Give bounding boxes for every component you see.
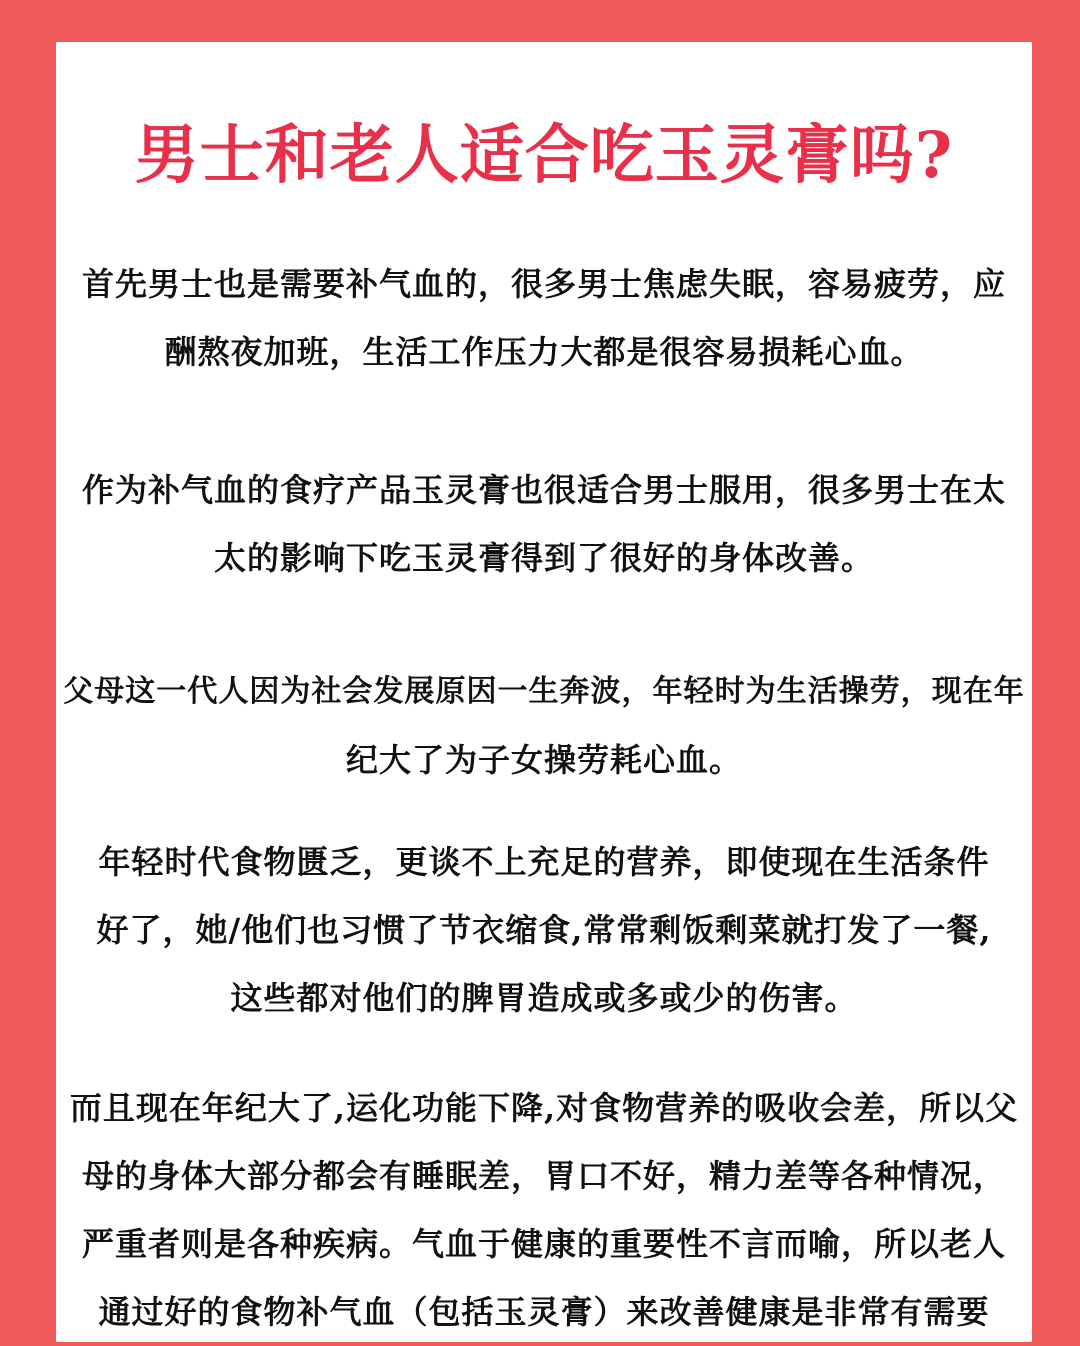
paragraph-line: 年轻时代食物匮乏，更谈不上充足的营养，即使现在生活条件	[98, 843, 990, 881]
page-title: 男士和老人适合吃玉灵膏吗?	[134, 118, 954, 193]
paragraph-line: 纪大了为子女操劳耗心血。	[345, 741, 742, 779]
paragraph-line: 严重者则是各种疾病。气血于健康的重要性不言而喻，所以老人	[81, 1225, 1006, 1263]
paragraph-line: 而且现在年纪大了,运化功能下降,对食物营养的吸收会差，所以父	[69, 1089, 1019, 1127]
paragraph-line: 太的影响下吃玉灵膏得到了很好的身体改善。	[213, 539, 874, 577]
paragraph-suitable-for-men	[56, 456, 1032, 592]
content-card	[56, 42, 1032, 1342]
paragraph-elderly-health	[56, 1074, 1032, 1346]
paragraph-line: 好了，她/他们也习惯了节衣缩食,常常剩饭剩菜就打发了一餐,	[96, 911, 992, 949]
paragraph-men-need-qi-blood	[56, 250, 1032, 386]
paragraph-line: 作为补气血的食疗产品玉灵膏也很适合男士服用，很多男士在太	[81, 471, 1006, 509]
paragraph-line: 这些都对他们的脾胃造成或多或少的伤害。	[230, 979, 858, 1017]
paragraph-line: 母的身体大部分都会有睡眠差，胃口不好，精力差等各种情况，	[81, 1157, 1006, 1195]
paragraph-food-scarcity	[56, 828, 1032, 1032]
paragraph-line: 通过好的食物补气血（包括玉灵膏）来改善健康是非常有需要	[98, 1293, 990, 1331]
paragraph-line: 父母这一代人因为社会发展原因一生奔波，年轻时为生活操劳，现在年	[63, 674, 1025, 709]
paragraph-parents-generation	[56, 658, 1032, 794]
paragraph-line: 酬熬夜加班，生活工作压力大都是很容易损耗心血。	[164, 333, 924, 371]
paragraph-line: 首先男士也是需要补气血的，很多男士焦虑失眠，容易疲劳，应	[81, 265, 1006, 303]
